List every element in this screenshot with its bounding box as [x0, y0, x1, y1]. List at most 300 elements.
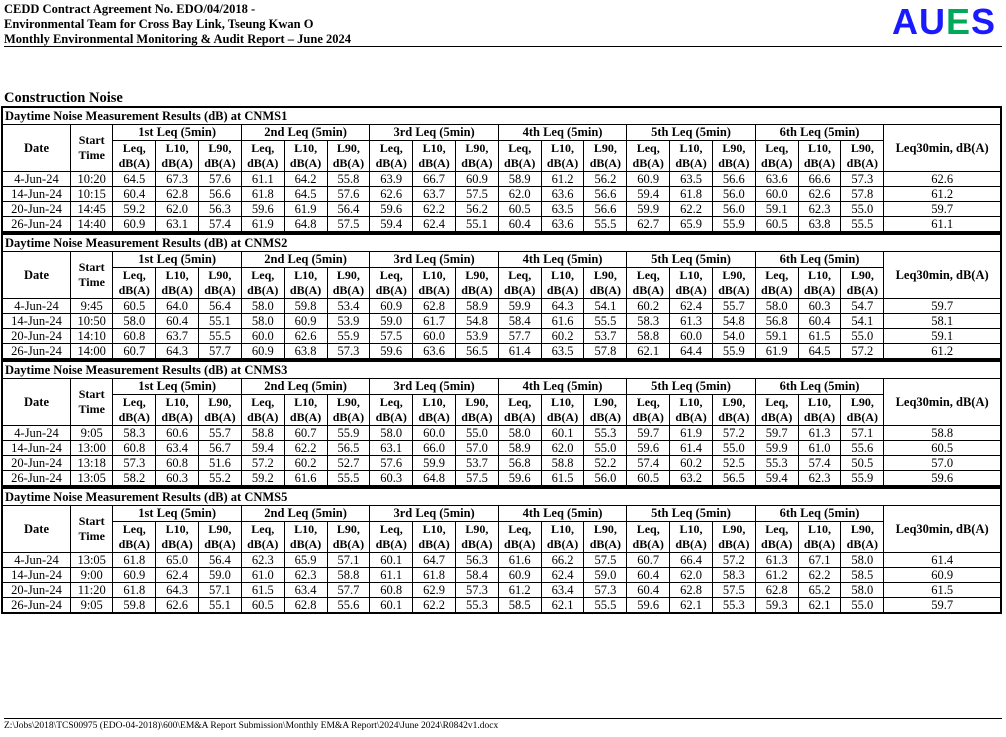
date-cell: 4-Jun-24: [2, 172, 71, 187]
value-cell: 60.8: [113, 441, 156, 456]
date-cell: 20-Jun-24: [2, 202, 71, 217]
report-line: Monthly Environmental Monitoring & Audit Report – June 2024: [4, 32, 352, 46]
value-cell: 61.2: [498, 583, 541, 598]
group-header: 3rd Leq (5min): [370, 252, 498, 268]
sub-header: Leq, dB(A): [755, 268, 798, 299]
date-cell: 26-Jun-24: [2, 344, 71, 360]
value-cell: 57.2: [712, 553, 755, 568]
value-cell: 55.7: [199, 426, 242, 441]
value-cell: 58.0: [755, 299, 798, 314]
value-cell: 60.1: [370, 553, 413, 568]
value-cell: 61.9: [670, 426, 713, 441]
time-cell: 14:40: [71, 217, 113, 233]
start-time-header: Start Time: [71, 125, 113, 172]
value-cell: 65.9: [284, 553, 327, 568]
value-cell: 61.6: [284, 471, 327, 487]
leq30-cell: 61.2: [884, 344, 1001, 360]
time-cell: 10:15: [71, 187, 113, 202]
value-cell: 57.5: [584, 553, 627, 568]
value-cell: 60.0: [413, 426, 456, 441]
value-cell: 62.3: [241, 553, 284, 568]
value-cell: 61.4: [498, 344, 541, 360]
table-row: [2, 329, 1001, 344]
group-header: 2nd Leq (5min): [241, 125, 369, 141]
table-row: [2, 568, 1001, 583]
sub-header: Leq, dB(A): [370, 141, 413, 172]
value-cell: 67.3: [156, 172, 199, 187]
value-cell: 57.2: [712, 426, 755, 441]
value-cell: 56.4: [199, 553, 242, 568]
value-cell: 62.3: [798, 202, 841, 217]
logo-letter: A: [891, 1, 919, 42]
value-cell: 57.3: [327, 344, 370, 360]
sub-header: Leq, dB(A): [755, 395, 798, 426]
footer-divider: [4, 718, 1002, 719]
value-cell: 62.0: [156, 202, 199, 217]
sub-header: L10, dB(A): [541, 395, 584, 426]
sub-header: Leq, dB(A): [113, 268, 156, 299]
value-cell: 62.1: [670, 598, 713, 614]
value-cell: 61.9: [755, 344, 798, 360]
value-cell: 55.5: [841, 217, 884, 233]
value-cell: 59.2: [241, 471, 284, 487]
value-cell: 62.6: [798, 187, 841, 202]
value-cell: 59.4: [370, 217, 413, 233]
group-header: 1st Leq (5min): [113, 125, 241, 141]
value-cell: 56.4: [199, 299, 242, 314]
leq30-cell: 59.6: [884, 471, 1001, 487]
value-cell: 54.7: [841, 299, 884, 314]
value-cell: 64.3: [156, 583, 199, 598]
value-cell: 58.3: [712, 568, 755, 583]
sub-header: L90, dB(A): [199, 522, 242, 553]
leq30-cell: 59.7: [884, 598, 1001, 614]
start-time-header: Start Time: [71, 506, 113, 553]
value-cell: 64.8: [413, 471, 456, 487]
sub-header: L90, dB(A): [327, 395, 370, 426]
sub-header: L10, dB(A): [541, 141, 584, 172]
value-cell: 58.0: [498, 426, 541, 441]
value-cell: 59.8: [113, 598, 156, 614]
date-cell: 14-Jun-24: [2, 314, 71, 329]
value-cell: 60.3: [370, 471, 413, 487]
value-cell: 59.9: [413, 456, 456, 471]
value-cell: 60.8: [370, 583, 413, 598]
sub-header: L90, dB(A): [199, 268, 242, 299]
document-header: [4, 2, 351, 47]
table-row: [2, 187, 1001, 202]
value-cell: 62.9: [413, 583, 456, 598]
value-cell: 66.6: [798, 172, 841, 187]
value-cell: 61.2: [755, 568, 798, 583]
value-cell: 58.0: [370, 426, 413, 441]
value-cell: 64.7: [413, 553, 456, 568]
value-cell: 60.2: [284, 456, 327, 471]
value-cell: 59.7: [627, 426, 670, 441]
value-cell: 60.8: [156, 456, 199, 471]
sub-header: Leq, dB(A): [370, 268, 413, 299]
logo-letter: S: [970, 1, 996, 42]
value-cell: 62.2: [413, 598, 456, 614]
value-cell: 55.0: [712, 441, 755, 456]
date-cell: 4-Jun-24: [2, 299, 71, 314]
group-header: 4th Leq (5min): [498, 125, 626, 141]
sub-header: L10, dB(A): [670, 522, 713, 553]
value-cell: 59.6: [627, 441, 670, 456]
value-cell: 61.5: [241, 583, 284, 598]
sub-header: Leq, dB(A): [113, 522, 156, 553]
file-path-footer: Z:\Jobs\2018\TCS00975 (EDO-04-2018)\600\EM&A Report Submission\Monthly EM&A Report\2024\June 2024\R0842v1.docx: [4, 721, 499, 731]
value-cell: 61.8: [413, 568, 456, 583]
value-cell: 59.6: [498, 471, 541, 487]
sub-header: L90, dB(A): [455, 522, 498, 553]
value-cell: 61.1: [241, 172, 284, 187]
group-header: 3rd Leq (5min): [370, 379, 498, 395]
date-cell: 26-Jun-24: [2, 598, 71, 614]
value-cell: 60.2: [670, 456, 713, 471]
value-cell: 61.3: [755, 553, 798, 568]
group-header: 5th Leq (5min): [627, 506, 755, 522]
section-title: Construction Noise: [4, 90, 123, 106]
value-cell: 56.3: [455, 553, 498, 568]
value-cell: 59.9: [498, 299, 541, 314]
group-header: 4th Leq (5min): [498, 252, 626, 268]
sub-header: L10, dB(A): [413, 141, 456, 172]
logo-letter: E: [945, 1, 971, 42]
time-cell: 14:45: [71, 202, 113, 217]
date-header: Date: [2, 252, 71, 299]
table-row: [2, 456, 1001, 471]
value-cell: 58.9: [455, 299, 498, 314]
value-cell: 62.8: [156, 187, 199, 202]
value-cell: 63.1: [156, 217, 199, 233]
table-row: [2, 202, 1001, 217]
value-cell: 58.4: [455, 568, 498, 583]
table-row: [2, 172, 1001, 187]
time-cell: 9:05: [71, 598, 113, 614]
date-header: Date: [2, 379, 71, 426]
group-header: 2nd Leq (5min): [241, 252, 369, 268]
value-cell: 55.6: [327, 598, 370, 614]
table-row: [2, 217, 1001, 233]
value-cell: 60.0: [670, 329, 713, 344]
value-cell: 57.3: [455, 583, 498, 598]
value-cell: 55.3: [584, 426, 627, 441]
sub-header: Leq, dB(A): [241, 141, 284, 172]
value-cell: 64.3: [541, 299, 584, 314]
date-cell: 14-Jun-24: [2, 187, 71, 202]
value-cell: 60.7: [284, 426, 327, 441]
sub-header: L90, dB(A): [841, 268, 884, 299]
value-cell: 62.2: [798, 568, 841, 583]
date-cell: 26-Jun-24: [2, 217, 71, 233]
value-cell: 57.7: [327, 583, 370, 598]
value-cell: 60.0: [413, 329, 456, 344]
table-row: [2, 344, 1001, 360]
value-cell: 64.5: [113, 172, 156, 187]
value-cell: 56.6: [712, 172, 755, 187]
value-cell: 62.8: [284, 598, 327, 614]
sub-header: L90, dB(A): [199, 395, 242, 426]
value-cell: 62.0: [670, 568, 713, 583]
sub-header: L90, dB(A): [327, 268, 370, 299]
value-cell: 62.6: [370, 187, 413, 202]
value-cell: 60.6: [156, 426, 199, 441]
value-cell: 58.9: [498, 441, 541, 456]
value-cell: 55.3: [712, 598, 755, 614]
value-cell: 56.8: [755, 314, 798, 329]
value-cell: 60.4: [627, 568, 670, 583]
table-row: [2, 471, 1001, 487]
value-cell: 55.6: [841, 441, 884, 456]
value-cell: 53.7: [584, 329, 627, 344]
time-cell: 11:20: [71, 583, 113, 598]
value-cell: 58.0: [113, 314, 156, 329]
value-cell: 56.3: [199, 202, 242, 217]
value-cell: 57.1: [199, 583, 242, 598]
value-cell: 60.9: [284, 314, 327, 329]
sub-header: L10, dB(A): [156, 141, 199, 172]
group-header: 1st Leq (5min): [113, 379, 241, 395]
sub-header: L10, dB(A): [156, 395, 199, 426]
value-cell: 53.9: [327, 314, 370, 329]
value-cell: 55.0: [584, 441, 627, 456]
sub-header: L90, dB(A): [584, 268, 627, 299]
table-row: [2, 314, 1001, 329]
value-cell: 56.7: [199, 441, 242, 456]
value-cell: 60.9: [241, 344, 284, 360]
value-cell: 59.9: [755, 441, 798, 456]
sub-header: L10, dB(A): [798, 522, 841, 553]
value-cell: 60.0: [755, 187, 798, 202]
value-cell: 60.3: [798, 299, 841, 314]
time-cell: 13:18: [71, 456, 113, 471]
leq30-cell: 62.6: [884, 172, 1001, 187]
value-cell: 59.4: [241, 441, 284, 456]
value-cell: 60.9: [498, 568, 541, 583]
value-cell: 63.8: [798, 217, 841, 233]
group-header: 2nd Leq (5min): [241, 506, 369, 522]
sub-header: L10, dB(A): [156, 268, 199, 299]
group-header: 1st Leq (5min): [113, 252, 241, 268]
value-cell: 57.1: [841, 426, 884, 441]
value-cell: 62.1: [798, 598, 841, 614]
value-cell: 55.0: [841, 329, 884, 344]
sub-header: L90, dB(A): [841, 141, 884, 172]
value-cell: 60.1: [370, 598, 413, 614]
value-cell: 56.2: [584, 172, 627, 187]
sub-header: L90, dB(A): [455, 395, 498, 426]
sub-header: L90, dB(A): [584, 395, 627, 426]
time-cell: 9:45: [71, 299, 113, 314]
value-cell: 56.6: [584, 187, 627, 202]
group-header: 6th Leq (5min): [755, 379, 883, 395]
value-cell: 58.3: [627, 314, 670, 329]
value-cell: 55.0: [841, 598, 884, 614]
value-cell: 55.8: [327, 172, 370, 187]
sub-header: L10, dB(A): [284, 141, 327, 172]
value-cell: 64.5: [798, 344, 841, 360]
value-cell: 66.7: [413, 172, 456, 187]
value-cell: 62.2: [284, 441, 327, 456]
value-cell: 65.0: [156, 553, 199, 568]
group-header: 5th Leq (5min): [627, 252, 755, 268]
leq30-cell: 61.2: [884, 187, 1001, 202]
time-cell: 13:00: [71, 441, 113, 456]
value-cell: 63.7: [413, 187, 456, 202]
value-cell: 61.3: [798, 426, 841, 441]
value-cell: 57.5: [327, 217, 370, 233]
value-cell: 54.1: [841, 314, 884, 329]
value-cell: 55.9: [841, 471, 884, 487]
value-cell: 57.5: [370, 329, 413, 344]
leq30-cell: 60.5: [884, 441, 1001, 456]
table-row: [2, 441, 1001, 456]
noise-tables: [1, 106, 1002, 614]
value-cell: 64.4: [670, 344, 713, 360]
sub-header: L90, dB(A): [712, 395, 755, 426]
value-cell: 57.3: [584, 583, 627, 598]
group-header: 4th Leq (5min): [498, 379, 626, 395]
value-cell: 56.0: [712, 187, 755, 202]
value-cell: 65.9: [670, 217, 713, 233]
sub-header: Leq, dB(A): [498, 395, 541, 426]
sub-header: Leq, dB(A): [627, 268, 670, 299]
sub-header: L90, dB(A): [841, 522, 884, 553]
value-cell: 52.7: [327, 456, 370, 471]
value-cell: 63.6: [541, 187, 584, 202]
leq30-cell: 61.5: [884, 583, 1001, 598]
value-cell: 60.5: [498, 202, 541, 217]
group-header: 3rd Leq (5min): [370, 125, 498, 141]
value-cell: 59.7: [755, 426, 798, 441]
table-title: Daytime Noise Measurement Results (dB) at CNMS2: [2, 234, 1001, 252]
value-cell: 62.1: [541, 598, 584, 614]
value-cell: 56.6: [584, 202, 627, 217]
value-cell: 62.6: [156, 598, 199, 614]
sub-header: Leq, dB(A): [370, 395, 413, 426]
group-header: 6th Leq (5min): [755, 506, 883, 522]
start-time-header: Start Time: [71, 379, 113, 426]
date-cell: 20-Jun-24: [2, 583, 71, 598]
sub-header: L90, dB(A): [455, 268, 498, 299]
value-cell: 55.5: [327, 471, 370, 487]
value-cell: 62.7: [627, 217, 670, 233]
value-cell: 58.4: [498, 314, 541, 329]
value-cell: 61.1: [370, 568, 413, 583]
table-title: Daytime Noise Measurement Results (dB) at CNMS5: [2, 488, 1001, 506]
value-cell: 63.7: [156, 329, 199, 344]
time-cell: 10:50: [71, 314, 113, 329]
value-cell: 55.7: [712, 299, 755, 314]
date-cell: 4-Jun-24: [2, 426, 71, 441]
group-header: 5th Leq (5min): [627, 379, 755, 395]
table-row: [2, 299, 1001, 314]
value-cell: 56.5: [455, 344, 498, 360]
leq30-cell: 59.1: [884, 329, 1001, 344]
value-cell: 57.3: [113, 456, 156, 471]
date-header: Date: [2, 506, 71, 553]
value-cell: 56.6: [199, 187, 242, 202]
value-cell: 54.0: [712, 329, 755, 344]
leq30-header: Leq30min, dB(A): [884, 506, 1001, 553]
value-cell: 63.4: [284, 583, 327, 598]
time-cell: 14:10: [71, 329, 113, 344]
value-cell: 61.3: [670, 314, 713, 329]
leq30-cell: 59.7: [884, 299, 1001, 314]
value-cell: 61.0: [241, 568, 284, 583]
table-title: Daytime Noise Measurement Results (dB) at CNMS1: [2, 107, 1001, 125]
value-cell: 63.9: [370, 172, 413, 187]
value-cell: 61.0: [798, 441, 841, 456]
date-cell: 14-Jun-24: [2, 568, 71, 583]
leq30-header: Leq30min, dB(A): [884, 379, 1001, 426]
value-cell: 62.6: [284, 329, 327, 344]
value-cell: 62.8: [413, 299, 456, 314]
value-cell: 57.4: [199, 217, 242, 233]
table-row: [2, 598, 1001, 614]
value-cell: 57.7: [199, 344, 242, 360]
sub-header: L90, dB(A): [327, 141, 370, 172]
value-cell: 55.2: [199, 471, 242, 487]
value-cell: 55.9: [712, 344, 755, 360]
sub-header: Leq, dB(A): [498, 141, 541, 172]
value-cell: 60.5: [241, 598, 284, 614]
value-cell: 61.2: [541, 172, 584, 187]
value-cell: 59.0: [199, 568, 242, 583]
aues-logo: [892, 2, 996, 42]
value-cell: 61.9: [241, 217, 284, 233]
value-cell: 56.4: [327, 202, 370, 217]
value-cell: 60.5: [113, 299, 156, 314]
value-cell: 60.5: [755, 217, 798, 233]
leq30-cell: 61.4: [884, 553, 1001, 568]
value-cell: 59.0: [370, 314, 413, 329]
value-cell: 58.8: [327, 568, 370, 583]
value-cell: 64.2: [284, 172, 327, 187]
value-cell: 55.9: [327, 426, 370, 441]
sub-header: L10, dB(A): [284, 522, 327, 553]
value-cell: 64.8: [284, 217, 327, 233]
date-cell: 14-Jun-24: [2, 441, 71, 456]
measurement-table: [1, 360, 1002, 487]
sub-header: L90, dB(A): [712, 141, 755, 172]
value-cell: 62.4: [413, 217, 456, 233]
value-cell: 52.5: [712, 456, 755, 471]
value-cell: 57.4: [798, 456, 841, 471]
value-cell: 55.0: [841, 202, 884, 217]
group-header: 2nd Leq (5min): [241, 379, 369, 395]
value-cell: 63.4: [541, 583, 584, 598]
group-header: 1st Leq (5min): [113, 506, 241, 522]
sub-header: Leq, dB(A): [241, 522, 284, 553]
date-cell: 26-Jun-24: [2, 471, 71, 487]
sub-header: Leq, dB(A): [498, 268, 541, 299]
value-cell: 58.8: [241, 426, 284, 441]
sub-header: Leq, dB(A): [498, 522, 541, 553]
value-cell: 64.0: [156, 299, 199, 314]
value-cell: 58.2: [113, 471, 156, 487]
contract-line: CEDD Contract Agreement No. EDO/04/2018 -: [4, 2, 256, 16]
value-cell: 58.0: [241, 314, 284, 329]
sub-header: L90, dB(A): [455, 141, 498, 172]
sub-header: Leq, dB(A): [627, 141, 670, 172]
value-cell: 57.2: [241, 456, 284, 471]
sub-header: Leq, dB(A): [113, 395, 156, 426]
value-cell: 56.2: [455, 202, 498, 217]
value-cell: 61.5: [798, 329, 841, 344]
value-cell: 61.8: [113, 553, 156, 568]
